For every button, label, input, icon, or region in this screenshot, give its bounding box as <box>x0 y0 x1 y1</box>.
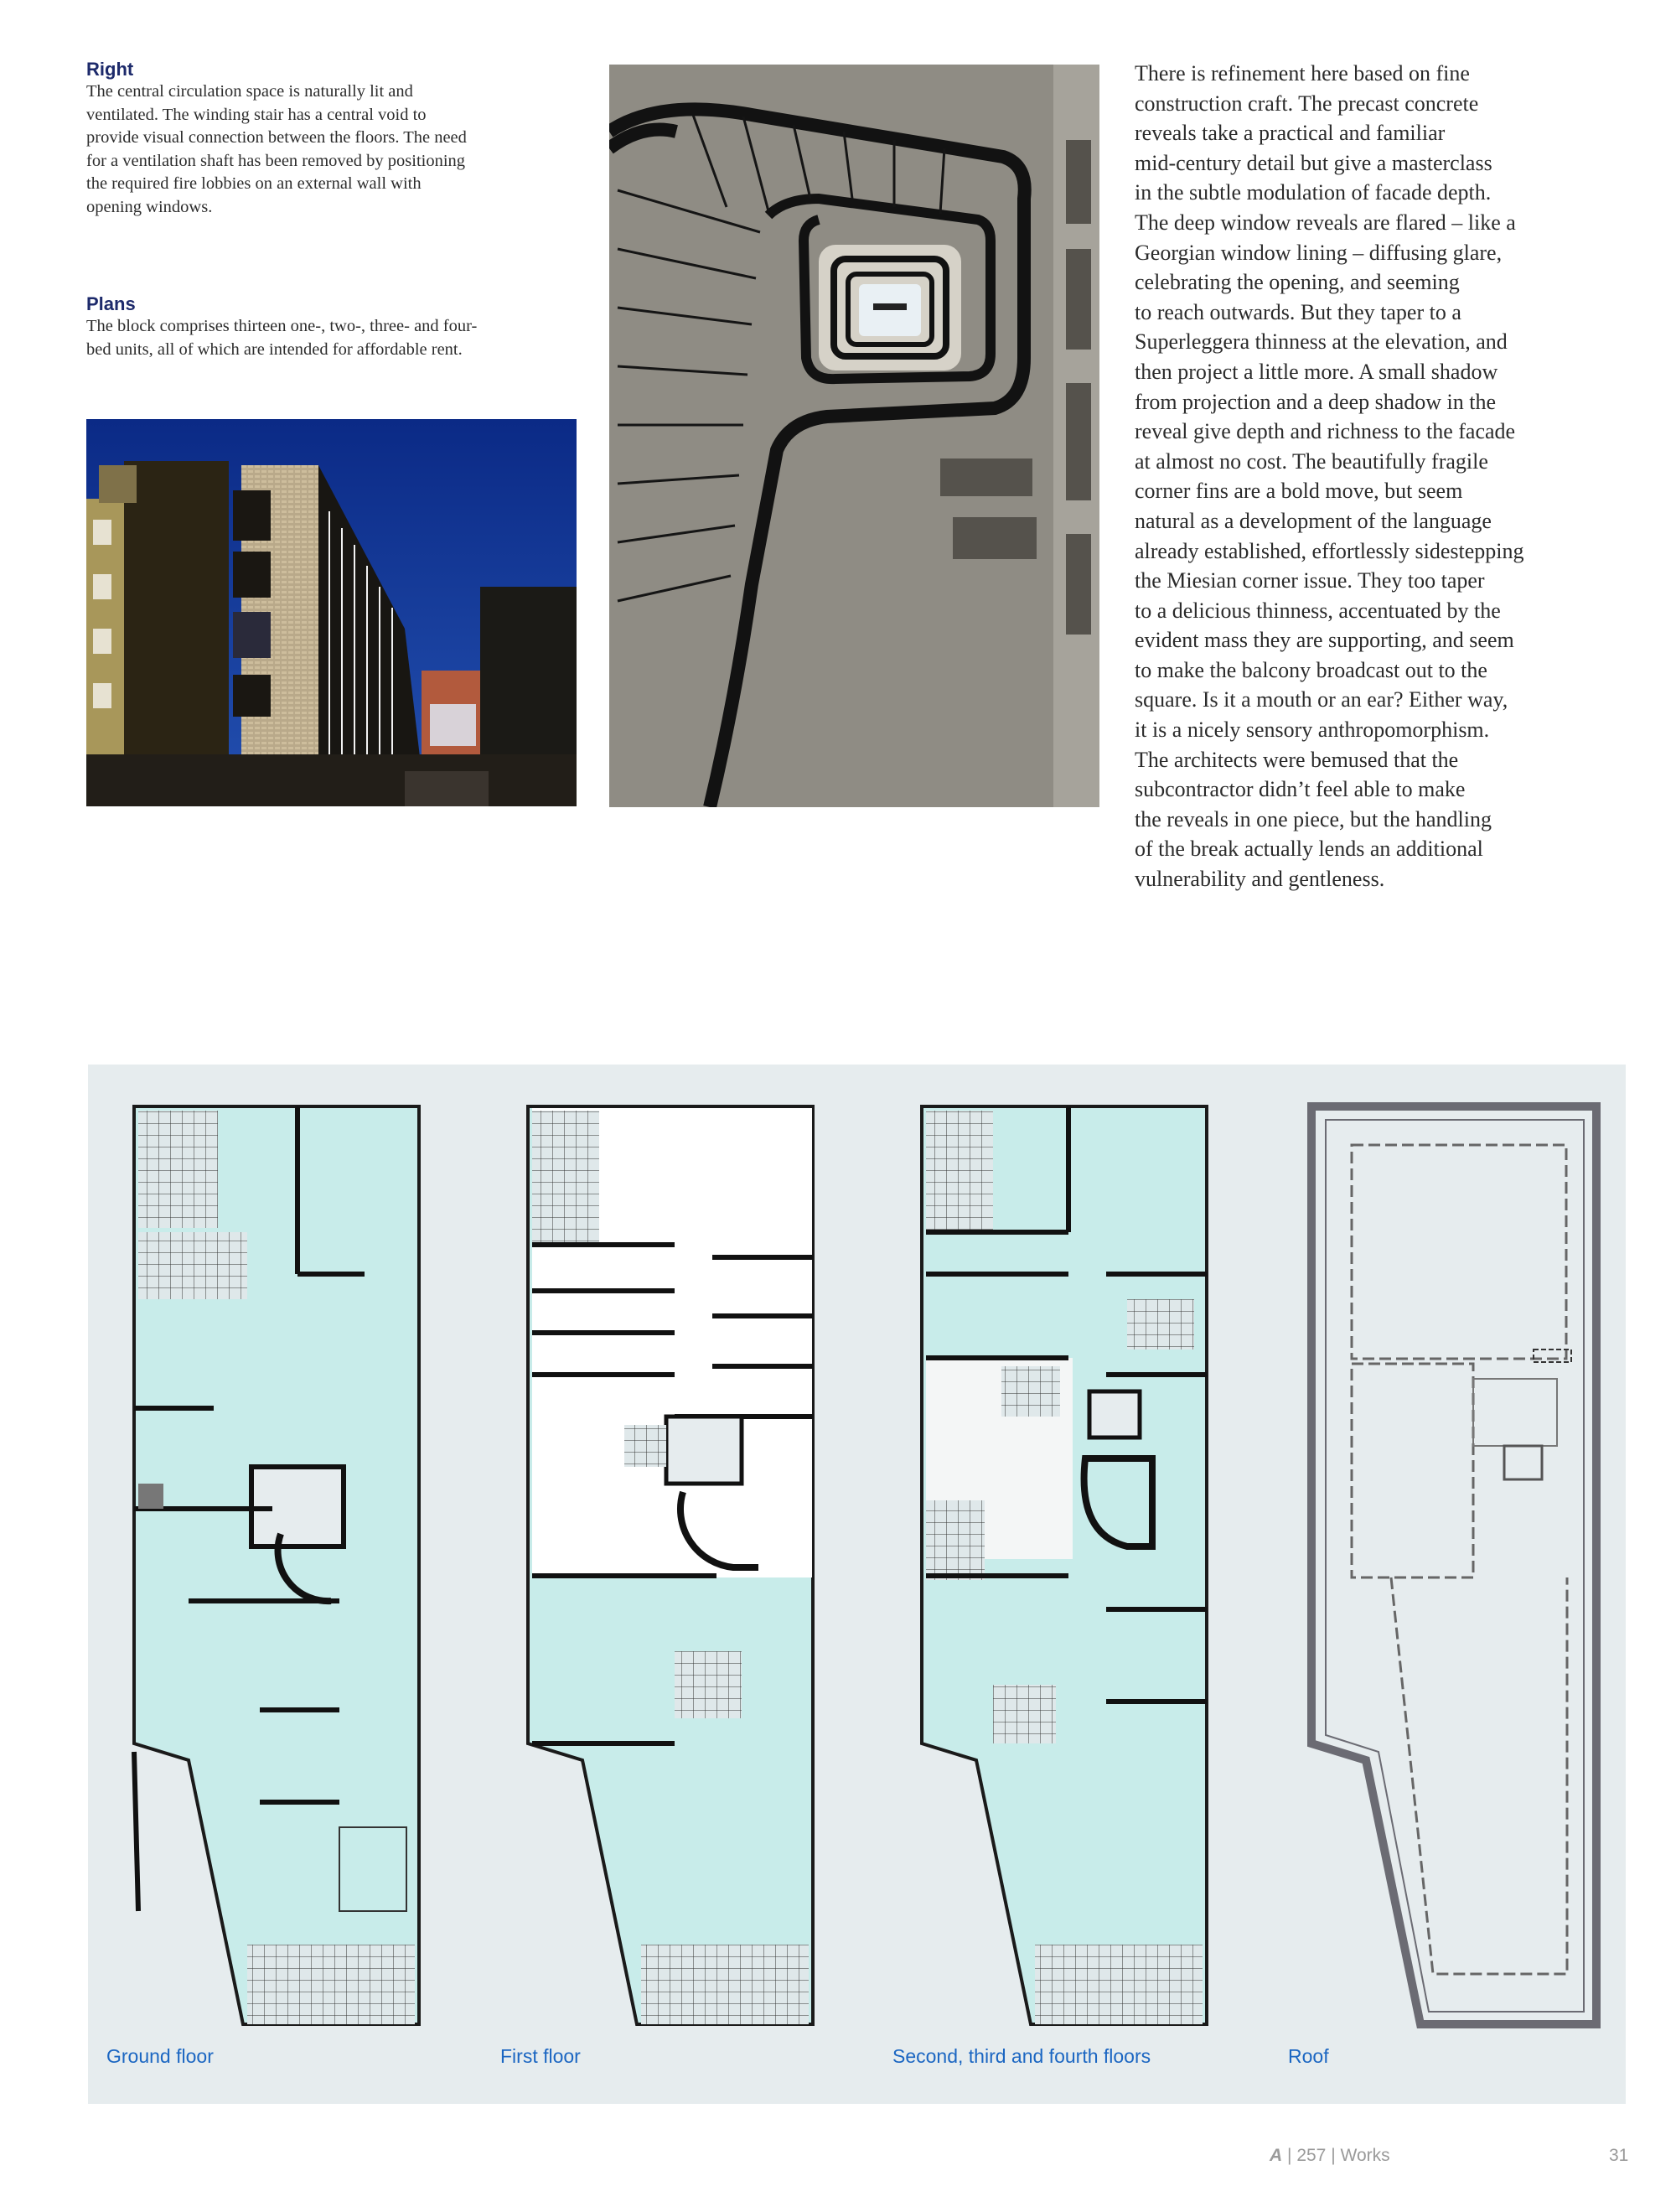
body-line: square. Is it a mouth or an ear? Either way, <box>1135 687 1508 712</box>
body-line: the Miesian corner issue. They too taper <box>1135 568 1485 593</box>
body-line: natural as a development of the language <box>1135 508 1492 533</box>
street-photo <box>86 419 577 806</box>
body-line: corner fins are a bold move, but seem <box>1135 479 1463 504</box>
label-roof: Roof <box>1288 2045 1329 2067</box>
caption-right <box>86 59 480 219</box>
body-line: construction craft. The precast concrete <box>1135 91 1479 116</box>
body-line: it is a nicely sensory anthropomorphism. <box>1135 717 1490 743</box>
stair-photo <box>609 65 1099 807</box>
body-line: to a delicious thinness, accentuated by the <box>1135 598 1501 623</box>
body-line: Superleggera thinness at the elevation, and <box>1135 329 1508 355</box>
caption-heading: Right <box>86 59 134 80</box>
building-illustration <box>86 419 577 806</box>
body-line: at almost no cost. The beautifully fragile <box>1135 448 1488 474</box>
body-line: from projection and a deep shadow in the <box>1135 389 1497 414</box>
body-line: subcontractor didn’t feel able to make <box>1135 777 1466 802</box>
section-name: Works <box>1340 2146 1390 2165</box>
body-line: in the subtle modulation of facade depth. <box>1135 180 1492 205</box>
label-first-floor: First floor <box>500 2045 581 2067</box>
divider: | <box>1287 2146 1297 2165</box>
body-line: to reach outwards. But they taper to a <box>1135 299 1461 324</box>
plan-roof <box>1311 1106 1596 2024</box>
label-upper-floors: Second, third and fourth floors <box>892 2045 1151 2067</box>
caption-body: The block comprises thirteen one-, two-, three- and four-bed units, all of which are intended for affordable rent. <box>86 317 478 359</box>
body-line: reveals take a practical and familiar <box>1135 121 1446 146</box>
issue-number: 257 <box>1296 2146 1327 2165</box>
floor-plans-panel <box>88 1065 1626 2104</box>
body-line: The deep window reveals are flared – like a <box>1135 210 1516 235</box>
body-line: There is refinement here based on fine <box>1135 61 1470 85</box>
caption-heading: Plans <box>86 293 136 314</box>
page-number: 31 <box>1609 2146 1629 2165</box>
body-line: vulnerability and gentleness. <box>1135 867 1385 892</box>
label-ground-floor: Ground floor <box>106 2045 214 2067</box>
floor-plans-drawing <box>88 1065 1626 2104</box>
caption-body: The central circulation space is naturally lit and ventilated. The winding stair has a central void to provide visual connection between the floors. The need for a ventilation shaft has been removed by positioning the required fire lobbies on an external wall with opening windows. <box>86 82 467 216</box>
body-line: Georgian window lining – diffusing glare, <box>1135 240 1503 265</box>
body-line: The architects were bemused that the <box>1135 747 1459 772</box>
body-line: of the break actually lends an additional <box>1135 837 1483 862</box>
plan-first-floor <box>528 1106 813 2024</box>
body-line: mid-century detail but give a masterclass <box>1135 150 1492 175</box>
body-line: reveal give depth and richness to the facade <box>1135 419 1516 444</box>
article-body <box>1135 59 1637 894</box>
footer-credit <box>1270 2146 1390 2166</box>
magazine-logo: A <box>1270 2146 1283 2165</box>
body-line: the reveals in one piece, but the handling <box>1135 806 1492 831</box>
caption-plans <box>86 293 480 361</box>
plan-upper-floors <box>922 1106 1207 2024</box>
body-line: then project a little more. A small shadow <box>1135 359 1498 384</box>
plan-ground-floor <box>134 1106 419 2024</box>
stairwell-illustration <box>609 65 1099 807</box>
divider: | <box>1331 2146 1341 2165</box>
body-line: celebrating the opening, and seeming <box>1135 270 1460 295</box>
body-line: evident mass they are supporting, and seem <box>1135 628 1514 653</box>
body-line: to make the balcony broadcast out to the <box>1135 657 1487 682</box>
body-line: already established, effortlessly sidestepping <box>1135 538 1524 563</box>
